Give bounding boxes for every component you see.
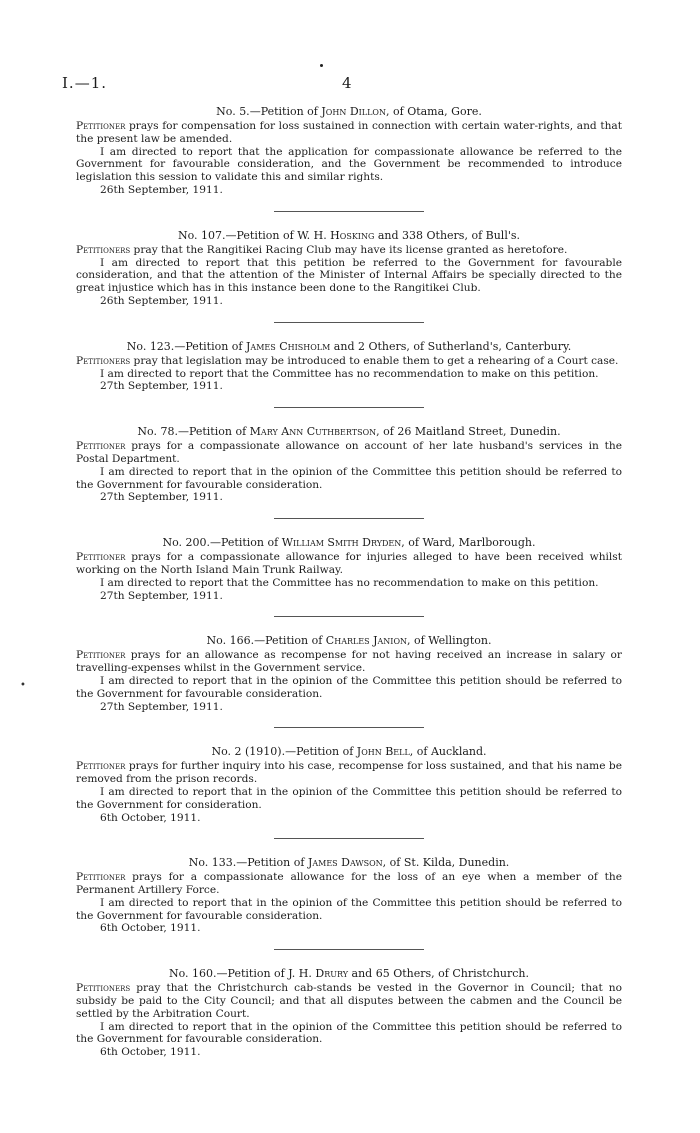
petition-heading: No. 160.—Petition of J. H. Drury and 65 Others, of Christchurch. — [169, 967, 529, 981]
committee-report: I am directed to report that in the opinion of the Committee this petition should be referred to the Government for favourable consideration. — [76, 465, 622, 491]
margin-mark: • — [20, 680, 26, 691]
petition-entry — [76, 228, 622, 308]
section-divider — [274, 322, 424, 323]
petition-heading: No. 107.—Petition of W. H. Hosking and 338 Others, of Bull's. — [177, 228, 521, 242]
petitioner-name: William Smith Dryden — [281, 536, 402, 550]
petition-heading: No. 5.—Petition of John Dillon, of Otama, Gore. — [216, 105, 482, 118]
petitioner-name: James Chisholm — [246, 339, 331, 353]
petition-entry — [76, 966, 622, 1059]
petitioner-name: Mary Ann Cuthbertson — [249, 425, 377, 439]
petition-prayer: Petitioner prays for compensation for loss sustained in connection with certain water-rights, and that the present law be amended. — [76, 120, 622, 145]
section-divider — [274, 727, 424, 728]
petition-heading: No. 78.—Petition of Mary Ann Cuthbertson, of 26 Maitland Street, Dunedin. — [137, 425, 561, 439]
petitioner-name: Charles Janion — [325, 634, 408, 648]
print-speck — [320, 64, 323, 67]
petition-heading: No. 123.—Petition of James Chisholm and 2 Others, of Sutherland's, Canterbury. — [126, 339, 572, 353]
petition-prayer: Petitioner prays for a compassionate allowance for the loss of an eye when a member of the Permanent Artillery Force. — [76, 871, 622, 897]
petition-prayer: Petitioners pray that the Christchurch cab-stands be vested in the Governor in Council; that no subsidy be paid to the City Council; and that all disputes between the cabmen and the Council be settled by the Arbitration Court. — [76, 982, 622, 1020]
section-divider — [274, 407, 424, 408]
section-divider — [274, 838, 424, 839]
petition-entry — [76, 339, 622, 393]
petitioner-name: James Dawson — [307, 856, 383, 870]
petition-heading: No. 2 (1910).—Petition of John Bell, of Auckland. — [211, 745, 487, 759]
section-divider — [274, 211, 424, 212]
committee-report: I am directed to report that the Committee has no recommendation to make on this petition. — [100, 367, 599, 380]
section-divider — [274, 518, 424, 519]
report-date: 27th September, 1911. — [100, 589, 223, 602]
petition-heading: No. 200.—Petition of William Smith Dryden, of Ward, Marlborough. — [162, 536, 536, 550]
report-date: 6th October, 1911. — [100, 1046, 201, 1059]
petitioner-name: John Bell — [356, 745, 410, 759]
committee-report: I am directed to report that in the opinion of the Committee this petition should be referred to the Government for consideration. — [76, 785, 622, 811]
petitioner-name: J. H. Drury — [288, 967, 349, 981]
petition-prayer: Petitioner prays for an allowance as recompense for not having received an increase in salary or travelling-expenses whilst in the Government service. — [76, 649, 623, 675]
committee-report: I am directed to report that in the opinion of the Committee this petition should be referred to the Government for favourable consideration. — [76, 1020, 622, 1046]
petition-entry — [76, 744, 622, 824]
report-date: 27th September, 1911. — [100, 491, 223, 504]
committee-report: I am directed to report that the Committee has no recommendation to make on this petition. — [100, 576, 599, 589]
petitioner-name: John Dillon — [321, 105, 386, 118]
petition-prayer: Petitioners pray that the Rangitikei Racing Club may have its license granted as heretofore. — [76, 243, 568, 256]
committee-report: I am directed to report that the application for compassionate allowance be referred to the Government for favourable consideration, and the Government be recommended to introduce legislation this session to validate this and similar rights. — [76, 145, 622, 184]
petition-entry — [76, 104, 622, 197]
petition-heading: No. 166.—Petition of Charles Janion, of Wellington. — [206, 634, 492, 648]
petition-entry — [76, 855, 622, 935]
petition-prayer: Petitioner prays for further inquiry into his case, recompense for loss sustained, and that his name be removed from the prison records. — [76, 760, 622, 786]
committee-report: I am directed to report that in the opinion of the Committee this petition should be referred to the Government for favourable consideration. — [76, 674, 622, 700]
page-number: 4 — [342, 74, 352, 92]
petition-entry — [76, 535, 622, 602]
report-date: 26th September, 1911. — [100, 183, 223, 196]
report-date: 26th September, 1911. — [100, 294, 223, 307]
petition-entry — [76, 424, 622, 504]
report-date: 6th October, 1911. — [100, 811, 201, 824]
report-date: 27th September, 1911. — [100, 700, 223, 713]
petition-heading: No. 133.—Petition of James Dawson, of St. Kilda, Dunedin. — [188, 856, 510, 870]
section-divider — [274, 949, 424, 950]
paper-reference: I.—1. — [62, 74, 108, 92]
petition-list — [76, 104, 622, 1067]
committee-report: I am directed to report that this petition be referred to the Government for favourable consideration, and that the attention of the Minister of Internal Affairs be specially directed to the great injustice which has in this instance been done to the Rangitikei Club. — [76, 256, 622, 295]
report-date: 6th October, 1911. — [100, 922, 201, 935]
petition-prayer: Petitioner prays for a compassionate allowance on account of her late husband's services in the Postal Department. — [76, 440, 622, 465]
petition-prayer: Petitioners pray that legislation may be introduced to enable them to get a rehearing of a Court case. — [76, 354, 619, 367]
section-divider — [274, 616, 424, 617]
petition-entry — [76, 633, 622, 713]
petitioner-name: W. H. Hosking — [297, 228, 375, 242]
page-header — [62, 74, 642, 94]
committee-report: I am directed to report that in the opinion of the Committee this petition should be referred to the Government for favourable consideration. — [76, 896, 622, 922]
petition-prayer: Petitioner prays for a compassionate allowance for injuries alleged to have been received whilst working on the North Island Main Trunk Railway. — [76, 551, 622, 576]
report-date: 27th September, 1911. — [100, 380, 223, 393]
